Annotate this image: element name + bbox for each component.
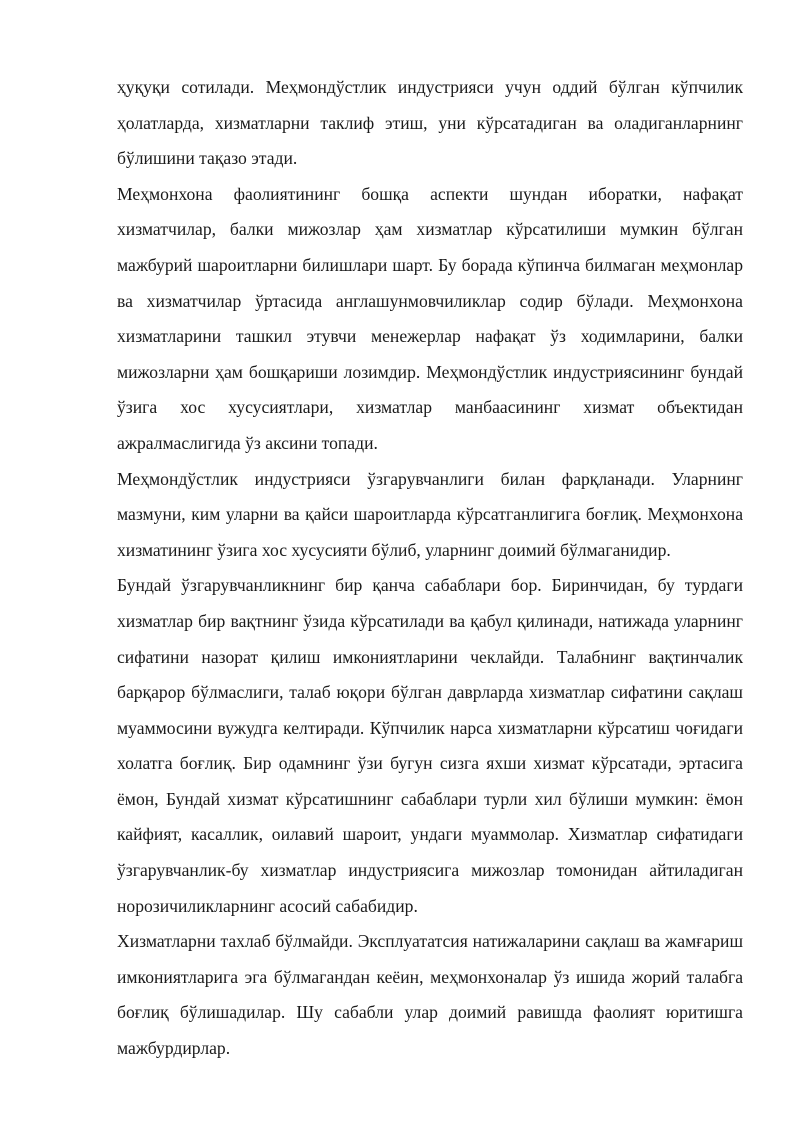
paragraph-1: ҳуқуқи сотилади. Меҳмондўстлик индустрияси учун оддий бўлган кўпчилик ҳолатларда, хизматларни таклиф этиш, уни кўрсатадиган ва оладиганларнинг бўлишини тақазо этади.: [117, 77, 743, 169]
paragraph-5: Хизматларни тахлаб бўлмайди. Эксплуататсия натижаларини сақлаш ва жамғариш имкониятларига эга бўлмагандан кеёин, меҳмонхоналар ўз ишида жорий талабга боғлиқ бўлишадилар. Шу сабабли улар доимий равишда фаолият юритишга мажбурдирлар.: [117, 931, 743, 1059]
paragraph-2: Меҳмонхона фаолиятининг бошқа аспекти шундан иборатки, нафақат хизматчилар, балки мижозлар ҳам хизматлар кўрсатилиши мумкин бўлган мажбурий шароитларни билишлари шарт. Бу борада кўпинча билмаган меҳмонлар ва хизматчилар ўртасида англашунмовчиликлар содир бўлади. Меҳмонхона хизматларини ташкил этувчи менежерлар нафақат ўз ходимларини, балки мижозларни ҳам бошқариши лозимдир. Меҳмондўстлик индустриясининг бундай ўзига хос хусусиятлари, хизматлар манбаасининг хизмат объектидан ажралмаслигида ўз аксини топади.: [117, 183, 743, 453]
paragraph-4: Бундай ўзгарувчанликнинг бир қанча сабаблари бор. Биринчидан, бу турдаги хизматлар бир вақтнинг ўзида кўрсатилади ва қабул қилинади, натижада уларнинг сифатини назорат қилиш имкониятларини чеклайди. Талабнинг вақтинчалик барқарор бўлмаслиги, талаб юқори бўлган даврларда хизматлар сифатини сақлаш муаммосини вужудга келтиради. Кўпчилик нарса хизматларни кўрсатиш чоғидаги холатга боғлиқ. Бир одамнинг ўзи бугун сизга яхши хизмат кўрсатади, эртасига ёмон, Бундай хизмат кўрсатишнинг сабаблари турли хил бўлиши мумкин: ёмон кайфият, касаллик, оилавий шароит, ундаги муаммолар. Хизматлар сифатидаги ўзгарувчанлик-бу хизматлар индустриясига мижозлар томонидан айтиладиган норозичиликларнинг асосий сабабидир.: [117, 575, 743, 916]
body-text: [117, 70, 743, 1067]
paragraph-3: Меҳмондўстлик индустрияси ўзгарувчанлиги билан фарқланади. Уларнинг мазмуни, ким уларни ва қайси шароитларда кўрсатганлигига боғлиқ. Меҳмонхона хизматининг ўзига хос хусусияти бўлиб, уларнинг доимий бўлмаганидир.: [117, 468, 743, 560]
